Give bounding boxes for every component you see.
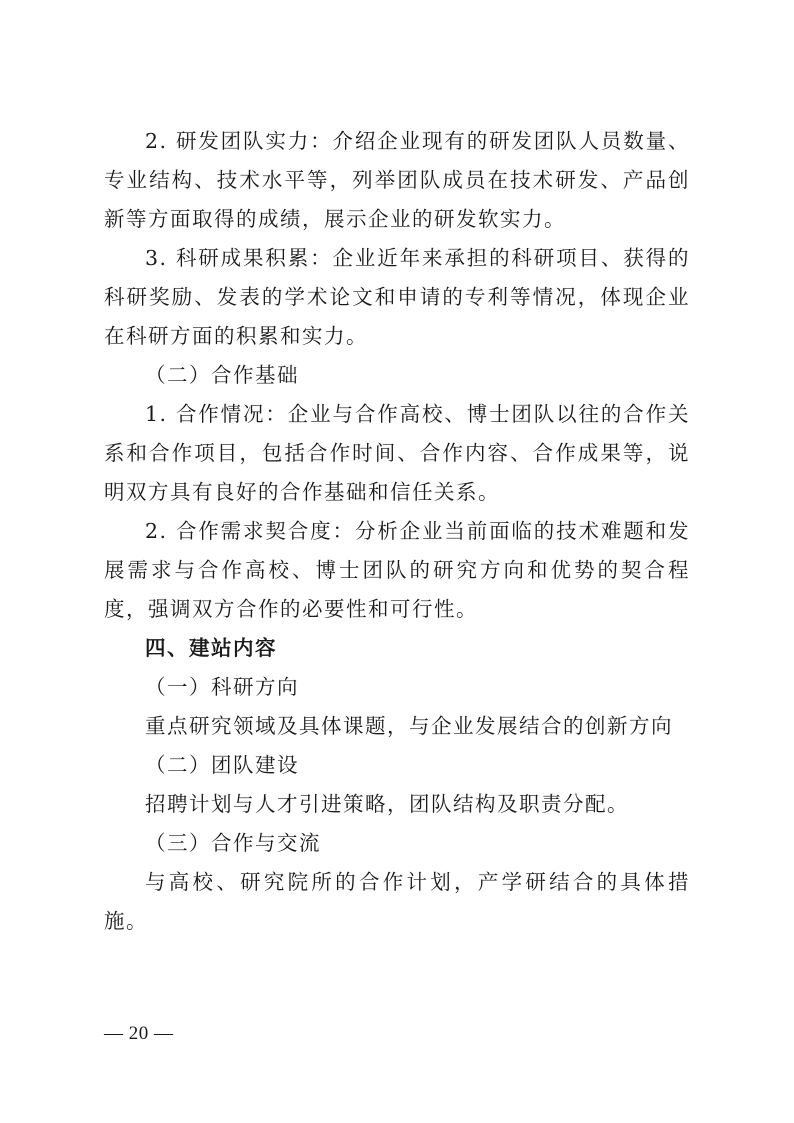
- heading-team-building: （二）团队建设: [145, 753, 299, 777]
- paragraph-cooperation-status: 1. 合作情况：企业与合作高校、博士团队以往的合作关系和合作项目，包括合作时间、合作内容、合作成果等，说明双方具有良好的合作基础和信任关系。: [104, 402, 690, 504]
- heading-cooperation-basis: （二）合作基础: [145, 363, 299, 387]
- paragraph-research-achievements: 3. 科研成果积累：企业近年来承担的科研项目、获得的科研奖励、发表的学术论文和申请的专利等情况，体现企业在科研方面的积累和实力。: [104, 246, 690, 348]
- paragraph-cooperation-fit: 2. 合作需求契合度：分析企业当前面临的技术难题和发展需求与合作高校、博士团队的研究方向和优势的契合程度，强调双方合作的必要性和可行性。: [104, 519, 690, 621]
- page-number: — 20 —: [104, 1023, 174, 1044]
- heading-research-direction: （一）科研方向: [145, 675, 299, 699]
- document-body: [104, 122, 690, 941]
- paragraph-rd-team-strength: 2. 研发团队实力：介绍企业现有的研发团队人员数量、专业结构、技术水平等，列举团队成员在技术研发、产品创新等方面取得的成绩，展示企业的研发软实力。: [104, 129, 690, 231]
- paragraph-cooperation-exchange: 与高校、研究院所的合作计划，产学研结合的具体措施。: [104, 870, 690, 933]
- heading-section-4: 四、建站内容: [145, 636, 277, 660]
- heading-cooperation-exchange: （三）合作与交流: [145, 831, 321, 855]
- paragraph-team-building: 招聘计划与人才引进策略，团队结构及职责分配。: [145, 792, 629, 816]
- paragraph-research-direction: 重点研究领域及具体课题，与企业发展结合的创新方向: [145, 714, 673, 738]
